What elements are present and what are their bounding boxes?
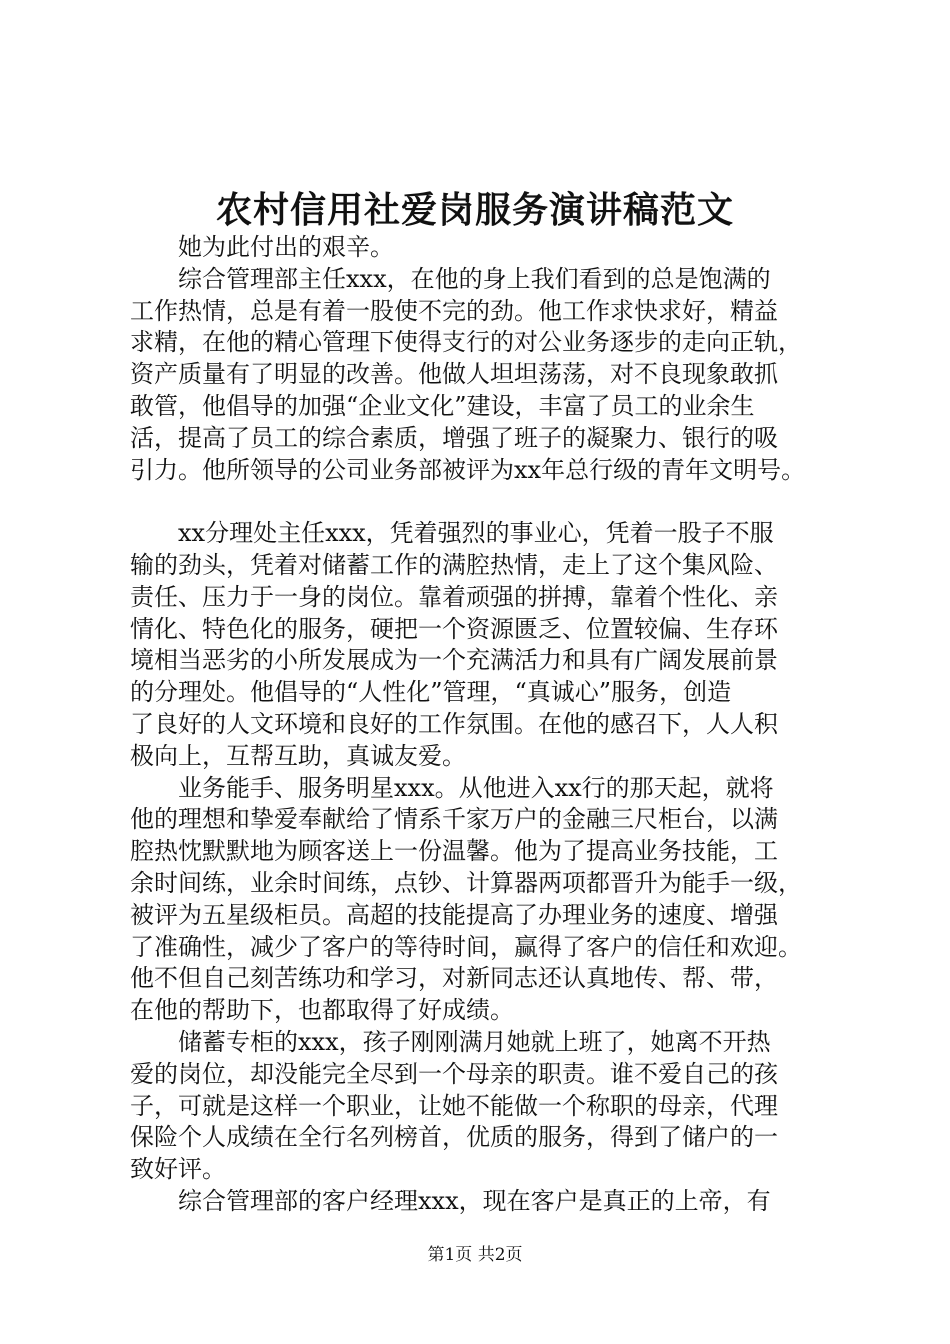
text-line: 境相当恶劣的小所发展成为一个充满活力和具有广阔发展前景	[130, 646, 778, 675]
text-line: 输的劲头，凭着对储蓄工作的满腔热情，走上了这个集风险、	[130, 550, 778, 579]
text-line: 工作热情，总是有着一股使不完的劲。他工作求快求好，精益	[130, 296, 778, 325]
text-line: xx分理处主任xxx，凭着强烈的事业心，凭着一股子不服	[130, 519, 774, 548]
text-line: 求精，在他的精心管理下使得支行的对公业务逐步的走向正轨，	[130, 328, 802, 357]
text-line: 责任、压力于一身的岗位。靠着顽强的拼搏，靠着个性化、亲	[130, 582, 778, 611]
text-line: 致好评。	[130, 1155, 226, 1184]
paragraph-gap	[130, 486, 850, 518]
text-line: 引力。他所领导的公司业务部被评为xx年总行级的青年文明号。	[130, 455, 806, 484]
text-line: 子，可就是这样一个职业，让她不能做一个称职的母亲，代理	[130, 1091, 778, 1120]
text-line: 敢管，他倡导的加强“企业文化”建设，丰富了员工的业余生	[130, 391, 755, 420]
text-line: 腔热忱默默地为顾客送上一份温馨。他为了提高业务技能，工	[130, 837, 778, 866]
text-line: 了准确性，减少了客户的等待时间，赢得了客户的信任和欢迎。	[130, 932, 802, 961]
text-line: 的分理处。他倡导的“人性化”管理，“真诚心”服务，创造	[130, 678, 732, 707]
text-line: 资产质量有了明显的改善。他做人坦坦荡荡，对不良现象敢抓	[130, 360, 778, 389]
text-line: 余时间练，业余时间练，点钞、计算器两项都晋升为能手一级，	[130, 868, 802, 897]
text-line: 爱的岗位，却没能完全尽到一个母亲的职责。谁不爱自己的孩	[130, 1059, 778, 1088]
text-line: 活，提高了员工的综合素质，增强了班子的凝聚力、银行的吸	[130, 423, 778, 452]
text-line: 他不但自己刻苦练功和学习，对新同志还认真地传、帮、带，	[130, 964, 778, 993]
document-title: 农村信用社爱岗服务演讲稿范文	[215, 189, 734, 231]
text-line: 情化、特色化的服务，硬把一个资源匮乏、位置较偏、生存环	[130, 614, 778, 643]
text-line: 他的理想和挚爱奉献给了情系千家万户的金融三尺柜台，以满	[130, 805, 778, 834]
text-line: 保险个人成绩在全行名列榜首，优质的服务，得到了储户的一	[130, 1123, 778, 1152]
text-line: 业务能手、服务明星xxx。从他进入xx行的那天起，就将	[130, 773, 774, 802]
text-line: 了良好的人文环境和良好的工作氛围。在他的感召下，人人积	[130, 709, 778, 738]
text-line: 综合管理部主任xxx，在他的身上我们看到的总是饱满的	[130, 264, 771, 293]
text-line: 综合管理部的客户经理xxx，现在客户是真正的上帝，有	[130, 1186, 771, 1215]
document-body	[130, 232, 850, 1218]
text-line: 被评为五星级柜员。高超的技能提高了办理业务的速度、增强	[130, 900, 778, 929]
text-line: 她为此付出的艰辛。	[130, 233, 394, 261]
text-line: 储蓄专柜的xxx，孩子刚刚满月她就上班了，她离不开热	[130, 1027, 771, 1056]
text-line: 极向上，互帮互助，真诚友爱。	[130, 741, 466, 770]
page-footer: 第1页 共2页	[427, 1245, 523, 1265]
text-line: 在他的帮助下，也都取得了好成绩。	[130, 996, 514, 1025]
